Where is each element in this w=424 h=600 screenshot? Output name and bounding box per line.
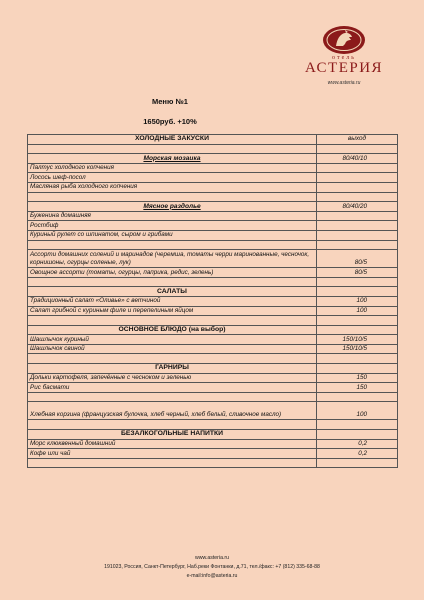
- empty-cell: [317, 430, 398, 440]
- empty-cell: [317, 316, 398, 326]
- empty-cell: [317, 420, 398, 430]
- table-row: [28, 306, 398, 316]
- empty-cell: [317, 173, 398, 183]
- empty-cell: [317, 458, 398, 468]
- empty-cell: [317, 144, 398, 154]
- empty-cell: [28, 144, 317, 154]
- empty-cell: [317, 392, 398, 402]
- dish-name: Мясное раздолье: [28, 202, 317, 212]
- dish-name: Шашлычок куриный: [28, 335, 317, 345]
- portion-yield: 150/10/5: [317, 344, 398, 354]
- portion-yield: 100: [317, 296, 398, 306]
- table-row: [28, 182, 398, 192]
- logo-website: www.asteria.ru: [327, 80, 361, 86]
- table-row: [28, 144, 398, 154]
- empty-cell: [317, 211, 398, 221]
- table-row: [28, 230, 398, 240]
- portion-yield: 0,2: [317, 439, 398, 449]
- empty-cell: [28, 458, 317, 468]
- menu-table: [27, 134, 398, 468]
- table-row: [28, 250, 398, 268]
- portion-yield: 150: [317, 383, 398, 393]
- table-row: [28, 449, 398, 459]
- empty-cell: [317, 287, 398, 297]
- table-row: [28, 173, 398, 183]
- brand-name: АСТЕРИЯ: [304, 60, 384, 76]
- empty-cell: [28, 420, 317, 430]
- empty-cell: [28, 316, 317, 326]
- table-row: [28, 420, 398, 430]
- portion-yield: 80/40/20: [317, 202, 398, 212]
- empty-cell: [28, 240, 317, 250]
- dish-name: Шашлычок свиной: [28, 344, 317, 354]
- table-row: [28, 221, 398, 231]
- empty-cell: [317, 325, 398, 335]
- table-row: [28, 277, 398, 287]
- footer-email: e-mail:info@asteria.ru: [186, 573, 238, 579]
- dish-name: САЛАТЫ: [28, 287, 317, 297]
- empty-cell: [28, 277, 317, 287]
- table-row: [28, 163, 398, 173]
- footer-address: 191023, Россия, Санкт-Петербург, Наб.реки Фонтанки, д.71, тел./факс: +7 (812) 335-68-88: [104, 564, 320, 570]
- price-line: 1650руб. +10%: [143, 117, 197, 126]
- empty-cell: [28, 392, 317, 402]
- table-row: [28, 373, 398, 383]
- portion-yield: 80/5: [317, 268, 398, 278]
- dish-name: Лосось шеф-посол: [28, 173, 317, 183]
- table-row: [28, 430, 398, 440]
- table-row: [28, 287, 398, 297]
- table-row: [28, 392, 398, 402]
- table-row: [28, 268, 398, 278]
- hotel-word: отель: [332, 55, 356, 61]
- table-row: [28, 439, 398, 449]
- table-row: [28, 458, 398, 468]
- empty-cell: [28, 192, 317, 202]
- dish-name: Палтус холодного копчения: [28, 163, 317, 173]
- table-row: [28, 383, 398, 393]
- dish-name: Рис басмати: [28, 383, 317, 393]
- dish-name: Кофе или чай: [28, 449, 317, 459]
- footer-website: www.asteria.ru: [194, 555, 230, 561]
- dish-name: Масляная рыба холодного копчения: [28, 182, 317, 192]
- portion-yield: 80/40/10: [317, 154, 398, 164]
- dish-name: Морская мозаика: [28, 154, 317, 164]
- table-header-row: [28, 135, 398, 145]
- dish-name: Традиционный салат «Оливье» с ветчиной: [28, 296, 317, 306]
- portion-yield: 0,2: [317, 449, 398, 459]
- dish-name: Хлебная корзина (французская булочка, хлеб черный, хлеб белый, сливочное масло): [28, 402, 317, 420]
- portion-yield: 100: [317, 306, 398, 316]
- empty-cell: [28, 354, 317, 364]
- dish-name: Дольки картофеля, запечённые с чесноком и зеленью: [28, 373, 317, 383]
- table-row: [28, 192, 398, 202]
- hotel-logo: [296, 24, 392, 86]
- table-row: [28, 240, 398, 250]
- dish-name: Ростбиф: [28, 221, 317, 231]
- dish-name: Овощное ассорти (томаты, огурцы, паприка, редис, зелень): [28, 268, 317, 278]
- empty-cell: [317, 277, 398, 287]
- empty-cell: [317, 192, 398, 202]
- table-row: [28, 354, 398, 364]
- empty-cell: [317, 163, 398, 173]
- empty-cell: [317, 182, 398, 192]
- empty-cell: [317, 364, 398, 374]
- table-row: [28, 211, 398, 221]
- table-row: [28, 364, 398, 374]
- table-row: [28, 335, 398, 345]
- dish-name: БЕЗАЛКОГОЛЬНЫЕ НАПИТКИ: [28, 430, 317, 440]
- dish-name: Салат грибной с куриным филе и перепелиным яйцом: [28, 306, 317, 316]
- table-row: [28, 202, 398, 212]
- table-row: [28, 344, 398, 354]
- empty-cell: [317, 354, 398, 364]
- dish-name: ОСНОВНОЕ БЛЮДО (на выбор): [28, 325, 317, 335]
- dish-name: ГАРНИРЫ: [28, 364, 317, 374]
- dish-name: Буженина домашняя: [28, 211, 317, 221]
- dish-name: Морс клюквенный домашний: [28, 439, 317, 449]
- section-heading: ХОЛОДНЫЕ ЗАКУСКИ: [28, 135, 317, 145]
- dish-name: Ассорти домашних солений и маринадов (черемша, томаты черри маринованные, чесночок, корнишоны, огурцы соленые, лук): [28, 250, 317, 268]
- empty-cell: [317, 240, 398, 250]
- dish-name: Куриный рулет со шпинатом, сыром и грибами: [28, 230, 317, 240]
- empty-cell: [317, 230, 398, 240]
- table-row: [28, 316, 398, 326]
- table-row: [28, 325, 398, 335]
- column-header-yield: выход: [317, 135, 398, 145]
- table-row: [28, 296, 398, 306]
- portion-yield: 80/5: [317, 250, 398, 268]
- menu-title: Меню №1: [152, 97, 188, 106]
- horse-emblem-icon: [321, 24, 367, 56]
- table-row: [28, 154, 398, 164]
- empty-cell: [317, 221, 398, 231]
- portion-yield: 150: [317, 373, 398, 383]
- table-row: [28, 402, 398, 420]
- portion-yield: 150/10/5: [317, 335, 398, 345]
- portion-yield: 100: [317, 402, 398, 420]
